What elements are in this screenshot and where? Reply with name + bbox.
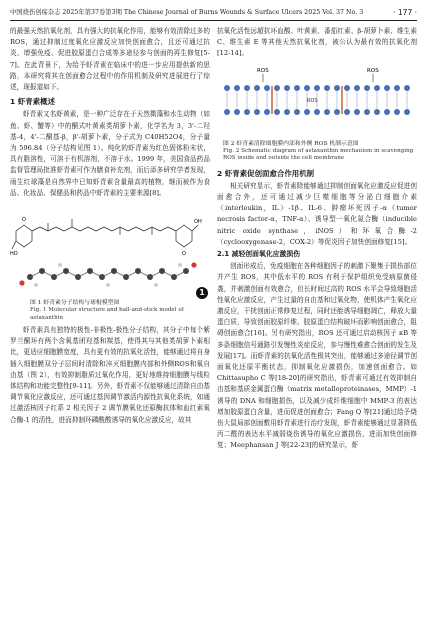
- section-heading-mechanism: 2 虾青素促创面愈合作用机制: [217, 168, 315, 178]
- right-column: [217, 26, 417, 452]
- figure-marker: 1: [196, 287, 208, 299]
- ros-label-top: ROS: [257, 67, 269, 74]
- wound-healing-paragraph: 相关研究显示，虾青素除能够通过抑制创面氧化应激反应促进创面愈合外，还可通过减少巨噬细胞等分泌白细胞介素（interleukin，IL）-1β、IL-6、肿瘤坏死因子-α（tumor necrosis factor-α，TNF-α）、诱导型一氧化氮合酶（inducible nitric oxide synthase，iNOS）和环氧合酶-2（cyclooxygenase-2，COX-2）等促炎因子加快创面修复[15]。: [217, 181, 417, 246]
- ros-label-mid: ROS: [307, 97, 318, 104]
- mechanism-paragraph: 虾青素具有独特的极性-非极性-极性分子结构，其分子中每个紫罗兰酮环有两个含氧基团羟基和羰基，使得其与其他类胡萝卜素相比，更适应细胞膜宽度，具有更有效的抗氧化活性，能够通过将自身插入细胞膜双分子层间时清除和淬灭细胞膜内部和外侧ROS和氧自由基（图 2），有效抑制脂质过氧化作用，更好地维持细胞膜与线粒体结构和功能完整性[9-11]。另外，虾青素不仅能够通过清除自由基调节氧化应激反应，还可通过基因调节激活内源性抗氧化系统，如通过激活核因子红系 2 相关因子 2 调节膜氧化还原酶抗体和血红素氧合酶-1 的活性，进而抑制环磷酰酸诱导的氧化应激反应，故其: [10, 326, 210, 424]
- figure-1-caption-cn: 图 1 虾青素分子结构与球棍模型图: [30, 300, 120, 307]
- intro-paragraph: 的最强天然抗氧化剂，具有强大的抗氧化作用，能够有效清除过多的ROS，通过抑制过度氧化应激反应加快创面愈合，且还可通过抗炎、增强免疫、促进胶原蛋白合成等多途径参与创面的再生修复[5-7]。在此背景下，为给予虾青素在临床中的进一步应用提供新的思路，本研究将其在创面愈合过程中的作用机制及研究进展进行了综述，现报道如下。: [10, 27, 210, 92]
- running-header: [10, 6, 417, 21]
- page-number: · 177 ·: [393, 8, 417, 17]
- svg-text:O: O: [22, 217, 26, 224]
- antioxidant-paragraph: 抗氧化活性远超抗坏血酸、叶黄素、番茄红素、β-胡萝卜素、维生素 C、维生素 E 等其他天然抗氧化剂，被公认为最有效的抗氧化剂[12-14]。: [217, 27, 417, 58]
- figure-1: [10, 203, 210, 321]
- figure-2: [217, 64, 417, 164]
- membrane-ros-diagram: [217, 64, 417, 136]
- section-heading-overview: 1 虾青素概述: [10, 97, 56, 107]
- svg-text:OH: OH: [194, 219, 202, 226]
- figure-2-caption-en: Fig. 2 Schematic diagram of astaxanthin mechanism in scavenging ROS inside and outside the cell membrane: [223, 147, 414, 162]
- figure-1-caption-en: Fig. 1 Molecular structure and ball-and-stick model of astaxanthin: [30, 307, 184, 321]
- figure-2-caption-cn: 图 2 虾青素清除细胞膜内部和外侧 ROS 机制示意图: [223, 140, 359, 147]
- journal-header: 中国烧伤创疡杂志 2025年第37卷第3期 The Chinese Journal of Burns Wounds & Surface Ulcers 2025 Vol. 37 No. 3: [10, 9, 364, 16]
- left-column: [10, 26, 210, 426]
- overview-paragraph: 虾青素又名虾黄素，是一种广泛存在于天然微藻和水生动物（如鱼、虾、蟹等）中的酮式叶黄素类胡萝卜素，化学名为 3，3'-二羟基-4，4'-二酮基-β，β'-胡萝卜素，分子式为 C40H52O4，分子量为 596.84（分子结构见图 1）。纯化的虾青素为红色固体粉末状，具有脂溶性，可溶于有机溶剂，不溶于水。1999 年，美国食品药品监督管理局批准虾青素可作为膳食补充剂，而后添多研究学者发现，雨生红球藻是自然界中已知虾青素含量最高的植物，继而被作为食品、化妆品、保健品和药品中虾青素的主要来源[8]。: [10, 110, 210, 197]
- molecular-structure-diagram: [10, 203, 210, 295]
- oxidative-stress-paragraph: 创面形成后，免疫细胞在各种细胞因子的刺激下聚集于损伤部位并产生 ROS，其中低水平的 ROS 有利于保护组织免受病原菌侵袭，并刺激创面有效愈合，但长时间过高的 ROS 水平会导致细胞活性氧化应激反应，产生过量的自由基和过氧化物，使机体产生氧化应激反应，干扰创面正常修复过程，同时还能诱导细胞凋亡，释放大量蛋白质，导致创面胶原纤维、胶原蛋白结构破坏而影响创面愈合，阻碍创面愈合[16]。另有研究指出，ROS 还可通过启动核因子 κB 等多条细胞信号通路引发慢性炎症反应，参与慢性难愈合创面的发生及发展[17]。而虾青素的抗氧化活性极其突出，能够通过多途径调节创面氧化还原平衡状态，抑制氧化应激损伤，加速创面愈合。如 Chittasupho C 等[18-20]的研究指出，虾青素可通过有效抑制自由基和基质金属蛋白酶（matrix metalloproteinases，MMP）-1 诱导的 DNA 和细胞损伤，以及减少成纤维细胞中 MMP-3 的表达增加胶原蛋白含量，进而促进创面愈合；Fang Q 等[21]通过给予烧伤大鼠局部创面敷用虾青素进行治疗发现，虾青素能够通过显著降低丙二醛的表达水平减弱烧伤诱导的氧化应激损伤，进而加快创面修复；Meephansan J 等[22-23]的研究显示，虾: [217, 262, 417, 450]
- svg-text:O: O: [182, 251, 186, 258]
- subsection-heading: 2.1 减轻创面氧化应激损伤: [217, 250, 301, 259]
- ros-label-top-right: ROS: [367, 67, 379, 74]
- svg-text:HO: HO: [10, 251, 18, 258]
